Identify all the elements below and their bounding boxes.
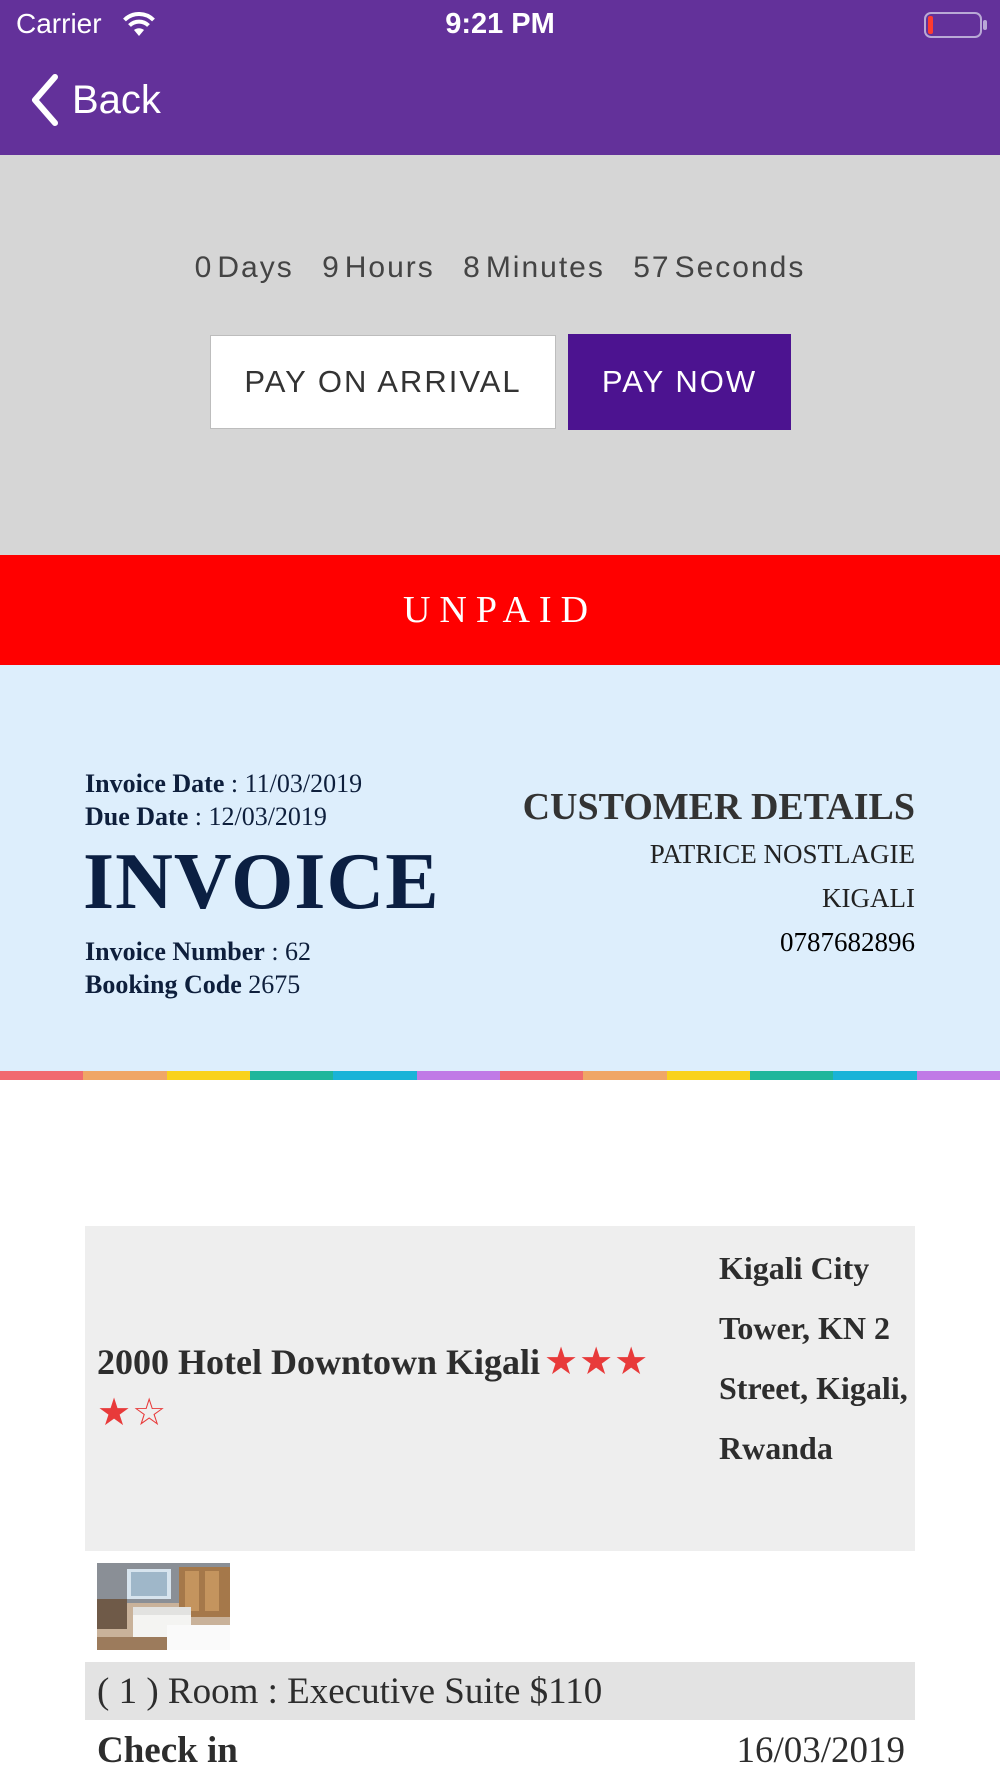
hotel-address: Kigali City Tower, KN 2 Street, Kigali, Rwanda	[719, 1250, 908, 1466]
due-date-value: : 12/03/2019	[194, 802, 327, 831]
invoice-number	[85, 937, 311, 967]
checkin-label: Check in	[97, 1729, 238, 1771]
star-rating-icon-2: ★☆	[97, 1392, 168, 1434]
stripe-segment	[0, 1071, 83, 1080]
hotel-room-image	[97, 1563, 230, 1650]
stripe-segment	[833, 1071, 916, 1080]
pay-now-button[interactable]: PAY NOW	[568, 334, 791, 430]
invoice-date	[85, 769, 362, 799]
countdown-seconds-label: Seconds	[674, 251, 806, 284]
customer-details-title: CUSTOMER DETAILS	[522, 786, 915, 828]
stripe-segment	[667, 1071, 750, 1080]
nav-bar	[0, 0, 1000, 155]
booking-code-label: Booking Code	[85, 970, 242, 999]
countdown-timer	[0, 251, 1000, 285]
star-rating-icon: ★★★	[544, 1341, 650, 1383]
due-date	[85, 802, 327, 832]
due-date-label: Due Date	[85, 802, 189, 831]
clock-label: 9:21 PM	[445, 8, 555, 40]
hotel-title	[97, 1334, 697, 1435]
booking-code	[85, 970, 300, 1000]
stripe-segment	[583, 1071, 666, 1080]
back-button[interactable]	[28, 70, 161, 130]
pay-on-arrival-button[interactable]: PAY ON ARRIVAL	[210, 335, 556, 429]
customer-name: PATRICE NOSTLAGIE	[649, 839, 915, 869]
checkin-date: 16/03/2019	[736, 1729, 905, 1771]
customer-phone: 0787682896	[780, 927, 915, 957]
hotel-name: 2000 Hotel Downtown Kigali	[97, 1342, 541, 1382]
hotel-card	[85, 1226, 915, 1551]
booking-code-value: 2675	[248, 970, 301, 999]
stripe-segment	[417, 1071, 500, 1080]
back-label: Back	[72, 77, 161, 122]
stripe-segment	[750, 1071, 833, 1080]
payment-status-banner: UNPAID	[0, 555, 1000, 665]
stripe-segment	[83, 1071, 166, 1080]
stripe-segment	[250, 1071, 333, 1080]
stripe-segment	[917, 1071, 1000, 1080]
invoice-title: INVOICE	[83, 838, 440, 926]
payment-panel	[0, 155, 1000, 555]
invoice-header	[0, 665, 1000, 1071]
countdown-seconds-value: 57	[633, 251, 671, 284]
invoice-number-label: Invoice Number	[85, 937, 265, 966]
decorative-stripe	[0, 1071, 1000, 1080]
stripe-segment	[333, 1071, 416, 1080]
countdown-minutes-value: 8	[463, 251, 482, 284]
chevron-left-icon	[28, 73, 62, 127]
customer-city: KIGALI	[822, 883, 915, 913]
countdown-days-label: Days	[217, 251, 294, 284]
room-line-item: ( 1 ) Room : Executive Suite $110	[85, 1662, 915, 1720]
stripe-segment	[500, 1071, 583, 1080]
invoice-number-value: : 62	[271, 937, 312, 966]
invoice-date-label: Invoice Date	[85, 769, 225, 798]
battery-icon	[924, 12, 988, 38]
countdown-hours-label: Hours	[344, 251, 435, 284]
checkin-row	[97, 1722, 905, 1778]
carrier-label: Carrier	[16, 8, 102, 39]
countdown-days-value: 0	[194, 251, 214, 284]
countdown-minutes-label: Minutes	[485, 251, 605, 284]
countdown-hours-value: 9	[322, 251, 341, 284]
invoice-date-value: : 11/03/2019	[230, 769, 363, 798]
stripe-segment	[167, 1071, 250, 1080]
